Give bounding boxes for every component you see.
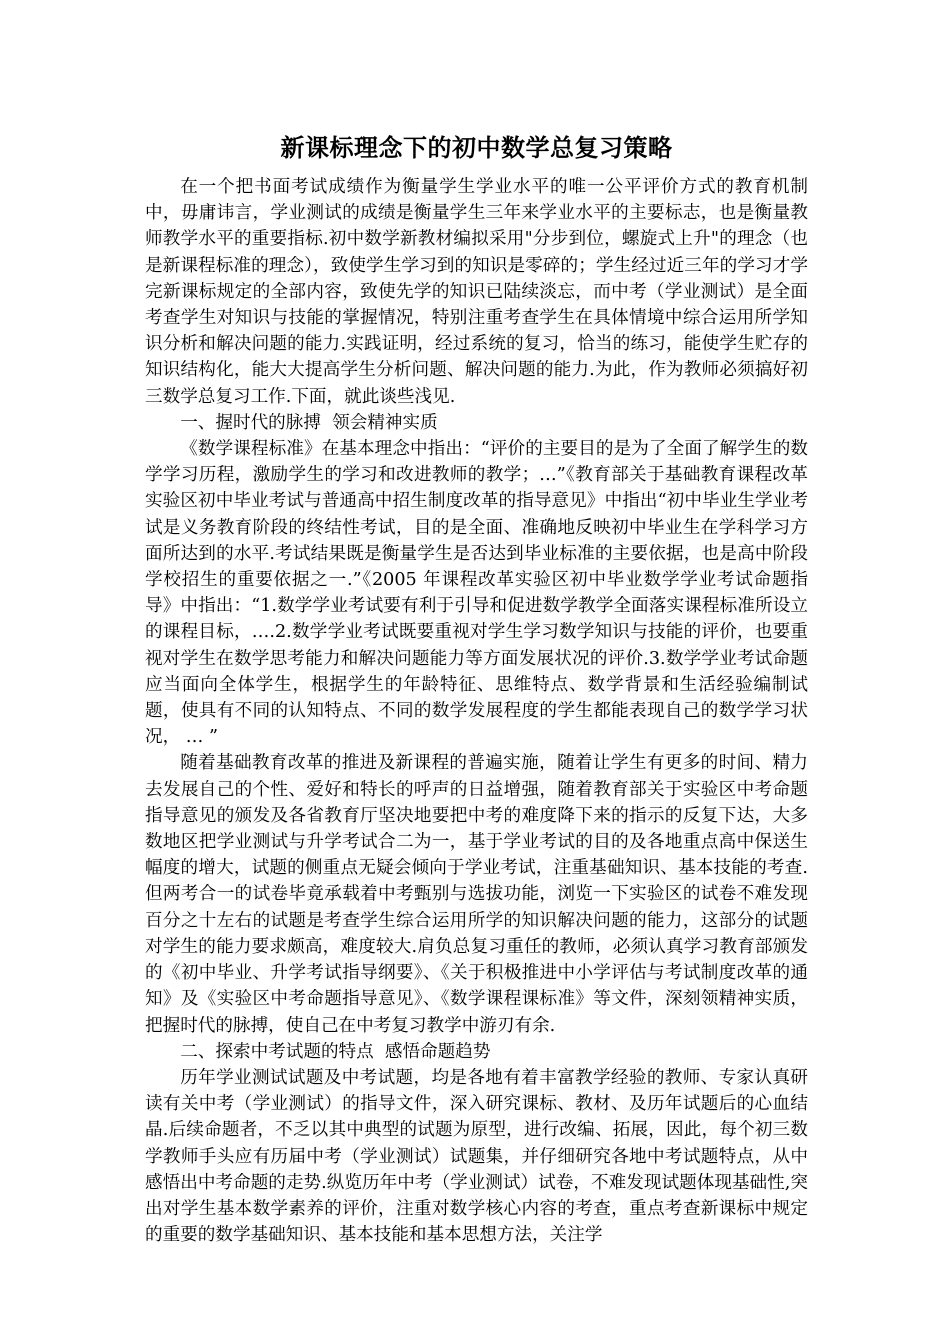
body-paragraph: 随着基础教育改革的推进及新课程的普遍实施，随着让学生有更多的时间、精力去发展自己的个性、爱好和特长的呼声的日益增强，随着教育部关于实验区中考命题指导意见的颁发及各省教育厅坚决地要把中考的难度降下来的指示的反复下达，大多数地区把学业测试与升学考试合二为一，基于学业考试的目的及各地重点高中保送生幅度的增大，试题的侧重点无疑会倾向于学业考试，注重基础知识、基本技能的考查.但两考合一的试卷毕竟承载着中考甄别与选拔功能，浏览一下实验区的试卷不难发现百分之十左右的试题是考查学生综合运用所学的知识解决问题的能力，这部分的试题对学生的能力要求颇高，难度较大.肩负总复习重任的教师，必须认真学习教育部颁发的《初中毕业、升学考试指导纲要》、《关于积极推进中小学评估与考试制度改革的通知》及《实验区中考命题指导意见》、《数学课程课标准》等文件，深刻领精神实质，把握时代的脉搏，使自己在中考复习教学中游刃有余. [145,753,808,1036]
section-heading-1: 一、握时代的脉搏 领会精神实质 [180,412,438,433]
document-body [145,128,808,1248]
document-title: 新课标理念下的初中数学总复习策略 [280,133,673,162]
body-paragraph: 《数学课程标准》在基本理念中指出：“评价的主要目的是为了全面了解学生的数学学习历程，激励学生的学习和改进教师的教学；…”《教育部关于基础教育课程改革实验区初中毕业考试与普通高中招生制度改革的指导意见》中指出“初中毕业生学业考试是义务教育阶段的终结性考试，目的是全面、准确地反映初中毕业生在学科学习方面所达到的水平.考试结果既是衡量学生是否达到毕业标准的主要依据，也是高中阶段学校招生的重要依据之一.”《2005 年课程改革实验区初中毕业数学学业考试命题指导》中指出：“1.数学学业考试要有利于引导和促进数学教学全面落实课程标准所设立的课程目标，….2.数学学业考试既要重视对学生学习数学知识与技能的评价，也要重视对学生在数学思考能力和解决问题能力等方面发展状况的评价.3.数学学业考试命题应当面向全体学生，根据学生的年龄特征、思维特点、数学背景和生活经验编制试题，使具有不同的认知特点、不同的数学发展程度的学生都能表现自己的数学学习状况， … ” [145,439,808,748]
body-paragraph: 历年学业测试试题及中考试题，均是各地有着丰富教学经验的教师、专家认真研读有关中考（学业测试）的指导文件，深入研究课标、教材、及历年试题后的心血结晶.后续命题者，不乏以其中典型的试题为原型，进行改编、拓展，因此，每个初三数学教师手头应有历届中考（学业测试）试题集，并仔细研究各地中考试题特点，从中感悟出中考命题的走势.纵览历年中考（学业测试）试卷，不难发现试题体现基础性,突出对学生基本数学素养的评价，注重对数学核心内容的考查，重点考查新课标中规定的重要的数学基础知识、基本技能和基本思想方法，关注学 [145,1067,808,1246]
section-heading-2: 二、探索中考试题的特点 感悟命题趋势 [180,1041,491,1062]
intro-paragraph: 在一个把书面考试成绩作为衡量学生学业水平的唯一公平评价方式的教育机制中，毋庸讳言，学业测试的成绩是衡量学生三年来学业水平的主要标志，也是衡量教师教学水平的重要指标.初中数学新教材编拟采用"分步到位，螺旋式上升"的理念（也是新课程标准的理念），致使学生学习到的知识是零碎的；学生经过近三年的学习才学完新课标规定的全部内容，致使先学的知识已陆续淡忘，而中考（学业测试）是全面考查学生对知识与技能的掌握情况，特别注重考查学生在具体情境中综合运用所学知识分析和解决问题的能力.实践证明，经过系统的复习，恰当的练习，能使学生贮存的知识结构化，能大大提高学生分析问题、解决问题的能力.为此，作为教师必须搞好初三数学总复习工作.下面，就此谈些浅见. [145,177,808,407]
